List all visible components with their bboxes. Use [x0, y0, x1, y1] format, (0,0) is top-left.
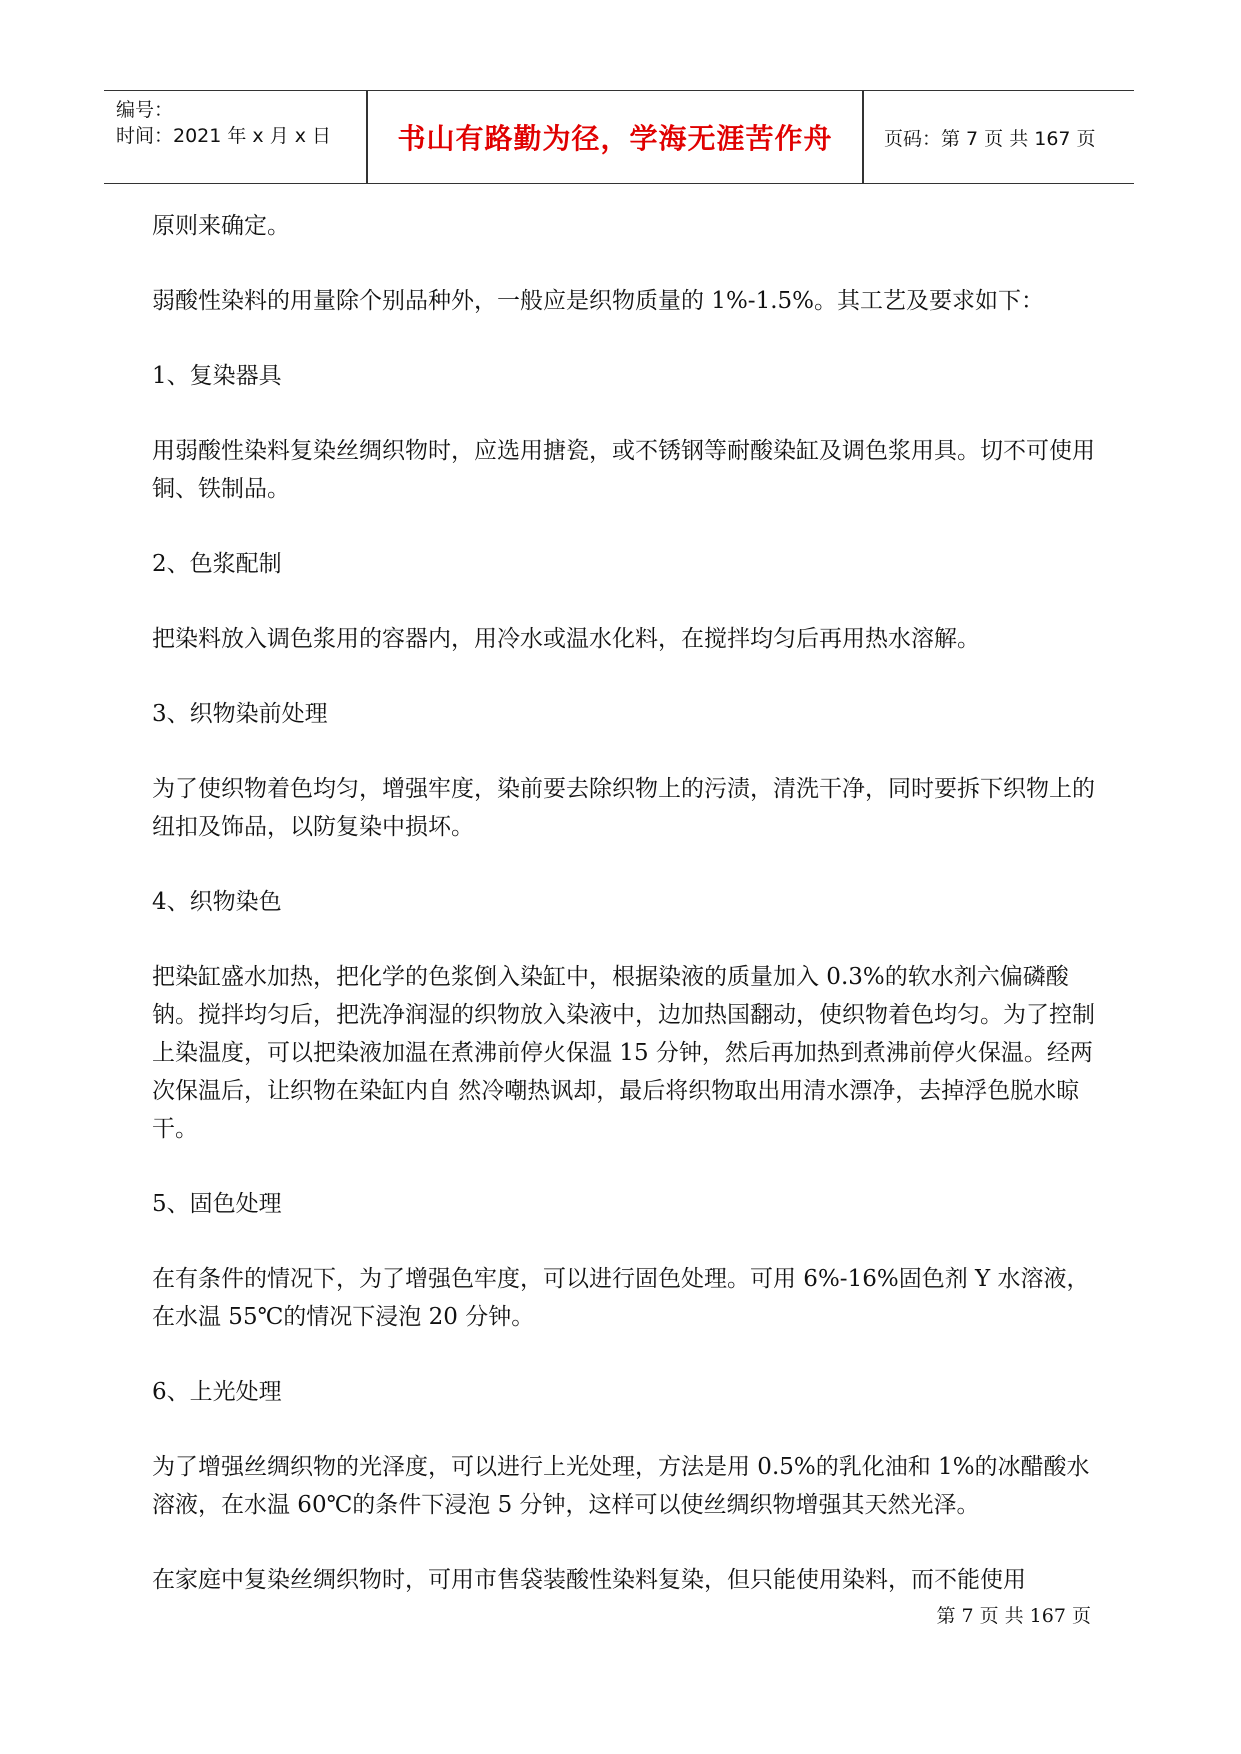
- body-paragraph: 为了使织物着色均匀，增强牢度，染前要去除织物上的污渍，清洗干净，同时要拆下织物上的纽扣及饰品，以防复染中损坏。: [152, 776, 1095, 840]
- number-label: 编号：: [116, 99, 174, 121]
- body-paragraph: 弱酸性染料的用量除个别品种外，一般应是织物质量的 1%-1.5%。其工艺及要求如下：: [152, 288, 1045, 314]
- time-label: 时间：2021 年 x 月 x 日: [116, 125, 332, 147]
- header-divider: [862, 91, 864, 183]
- body-paragraph: 在家庭中复染丝绸织物时，可用市售袋装酸性染料复染，但只能使用染料，而不能使用: [152, 1567, 1026, 1593]
- body-paragraph: 为了增强丝绸织物的光泽度，可以进行上光处理，方法是用 0.5%的乳化油和 1%的冰醋酸水溶液，在水温 60℃的条件下浸泡 5 分钟，这样可以使丝绸织物增强其天然光泽。: [152, 1454, 1090, 1518]
- header-page-code: 页码：第 7 页 共 167 页: [884, 127, 1096, 150]
- section-heading: 5、固色处理: [152, 1191, 282, 1217]
- document-body: [152, 207, 1102, 1636]
- page-footer: 第 7 页 共 167 页: [936, 1605, 1091, 1627]
- body-paragraph: 把染缸盛水加热，把化学的色浆倒入染缸中，根据染液的质量加入 0.3%的软水剂六偏磷酸钠。搅拌均匀后，把洗净润湿的织物放入染液中，边加热国翻动，使织物着色均匀。为了控制上染温度，可以把染液加温在煮沸前停火保温 15 分钟，然后再加热到煮沸前停火保温。经两次保温后，让织物在染缸内自 然冷嘲热讽却，最后将织物取出用清水漂净，去掉浮色脱水晾干。: [152, 964, 1095, 1142]
- body-paragraph: 在有条件的情况下，为了增强色牢度，可以进行固色处理。可用 6%-16%固色剂 Y 水溶液，在水温 55℃的情况下浸泡 20 分钟。: [152, 1266, 1090, 1330]
- body-paragraph: 把染料放入调色浆用的容器内，用冷水或温水化料，在搅拌均匀后再用热水溶解。: [152, 626, 980, 652]
- page-header: [104, 90, 1134, 184]
- header-left: [116, 91, 366, 183]
- section-heading: 6、上光处理: [152, 1379, 282, 1405]
- section-heading: 1、复染器具: [152, 363, 282, 389]
- section-heading: 4、织物染色: [152, 889, 282, 915]
- body-paragraph: 原则来确定。: [152, 213, 290, 239]
- body-paragraph: 用弱酸性染料复染丝绸织物时，应选用搪瓷，或不锈钢等耐酸染缸及调色浆用具。切不可使用铜、铁制品。: [152, 438, 1095, 502]
- header-motto: 书山有路勤为径，学海无涯苦作舟: [397, 122, 833, 155]
- section-heading: 3、织物染前处理: [152, 701, 328, 727]
- section-heading: 2、色浆配制: [152, 551, 282, 577]
